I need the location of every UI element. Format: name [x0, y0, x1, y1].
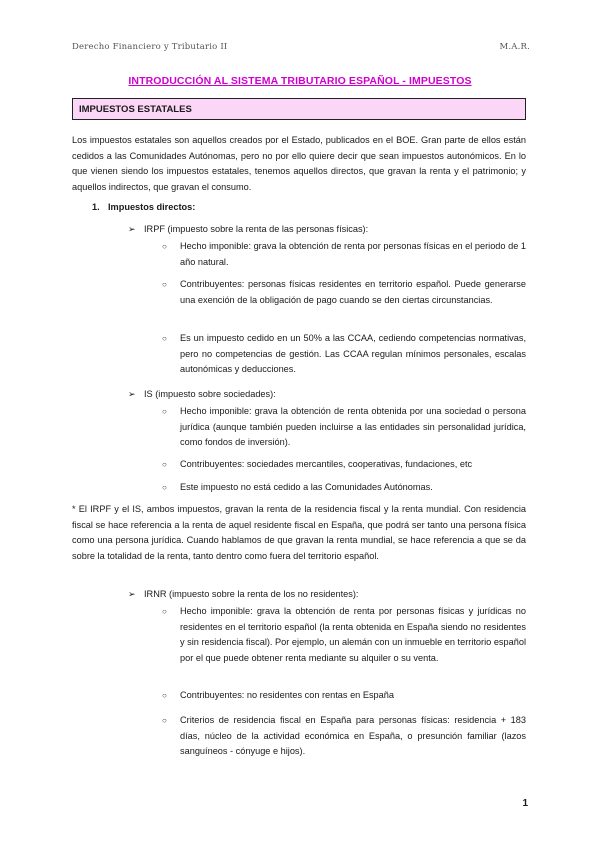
irpf-item — [128, 224, 368, 235]
irpf-subitem — [162, 239, 526, 270]
arrow-bullet-icon: ➢ — [128, 389, 136, 399]
is-subitem — [162, 404, 526, 451]
section-heading-box — [72, 98, 526, 120]
is-subitem — [162, 480, 526, 496]
heading-label: Impuestos directos: — [108, 202, 196, 212]
circle-bullet-icon: ○ — [162, 407, 167, 416]
irnr-label: IRNR (impuesto sobre la renta de los no residentes): — [144, 589, 359, 599]
heading-number: 1. — [92, 202, 100, 212]
is-label: IS (impuesto sobre sociedades): — [144, 389, 276, 399]
irnr-subitem — [162, 688, 526, 704]
irnr-residencia: Criterios de residencia fiscal en España para personas físicas: residencia + 183 días, núcleo de la actividad económica en España, o presunción familiar (lazos sanguíneos - cónyuge e hijos). — [180, 715, 526, 756]
is-cesion: Este impuesto no está cedido a las Comunidades Autónomas. — [180, 482, 433, 492]
header-course-title: Derecho Financiero y Tributario II — [72, 42, 228, 52]
circle-bullet-icon: ○ — [162, 607, 167, 616]
is-item — [128, 389, 276, 400]
intro-paragraph: Los impuestos estatales son aquellos creados por el Estado, publicados en el BOE. Gran parte de ellos están cedidos a las Comunidades Autónomas, pero no por ello quiere decir que sean impuestos autonómicos. En lo que vienen siendo los impuestos estatales, tenemos aquellos directos, que gravan la renta y el patrimonio; y aquellos indirectos, que gravan el consumo. — [72, 135, 526, 192]
circle-bullet-icon: ○ — [162, 460, 167, 469]
document-title: INTRODUCCIÓN AL SISTEMA TRIBUTARIO ESPAÑOL - IMPUESTOS — [128, 75, 472, 87]
heading-direct-taxes — [92, 202, 195, 212]
is-subitem — [162, 457, 526, 473]
circle-bullet-icon: ○ — [162, 280, 167, 289]
is-hecho-imponible: Hecho imponible: grava la obtención de renta obtenida por una sociedad o persona jurídica (aunque también pueden incluirse a las entidades sin personalidad jurídica, como fondos de inversión). — [180, 406, 526, 447]
irpf-hecho-imponible: Hecho imponible: grava la obtención de renta por personas físicas en el periodo de 1 año natural. — [180, 241, 526, 267]
arrow-bullet-icon: ➢ — [128, 224, 136, 234]
page-number: 1 — [522, 798, 528, 809]
is-contribuyentes: Contribuyentes: sociedades mercantiles, cooperativas, fundaciones, etc — [180, 459, 473, 469]
irpf-contribuyentes: Contribuyentes: personas físicas residentes en territorio español. Puede generarse una exención de la obligación de pago cuando se den ciertas circunstancias. — [180, 279, 526, 305]
irnr-item — [128, 589, 358, 600]
arrow-bullet-icon: ➢ — [128, 589, 136, 599]
irnr-contribuyentes: Contribuyentes: no residentes con rentas en España — [180, 690, 394, 700]
irnr-hecho-imponible: Hecho imponible: grava la obtención de renta por personas físicas y jurídicas no residentes en el territorio español (la renta obtenida en España siendo no residentes y sin residencia fiscal). Por ejemplo, un alemán con un inmueble en territorio español por el que puede obtener renta mediante su alquiler o su venta. — [180, 606, 526, 663]
circle-bullet-icon: ○ — [162, 242, 167, 251]
section-heading: IMPUESTOS ESTATALES — [79, 104, 192, 115]
circle-bullet-icon: ○ — [162, 334, 167, 343]
irpf-cesion: Es un impuesto cedido en un 50% a las CCAA, cediendo competencias normativas, pero no competencias de gestión. Las CCAA regulan mínimos personales, escalas autonómicas y deducciones. — [180, 333, 526, 374]
irnr-subitem — [162, 604, 526, 666]
irnr-subitem — [162, 713, 526, 760]
irpf-subitem — [162, 277, 526, 308]
circle-bullet-icon: ○ — [162, 691, 167, 700]
circle-bullet-icon: ○ — [162, 483, 167, 492]
irpf-subitem — [162, 331, 526, 378]
circle-bullet-icon: ○ — [162, 716, 167, 725]
note-paragraph: * El IRPF y el IS, ambos impuestos, gravan la renta de la residencia fiscal y la renta mundial. Con residencia fiscal se hace referencia a la renta de aquel residente fiscal en España, que podrá ser tanto una persona física como una persona jurídica. Cuando hablamos de que gravan la renta mundial, se hace referencia a que se da sobre la totalidad de la renta, tanto dentro como fuera del territorio español. — [72, 504, 526, 561]
header-author-initials: M.A.R. — [499, 42, 530, 52]
irpf-label: IRPF (impuesto sobre la renta de las personas físicas): — [144, 224, 369, 234]
